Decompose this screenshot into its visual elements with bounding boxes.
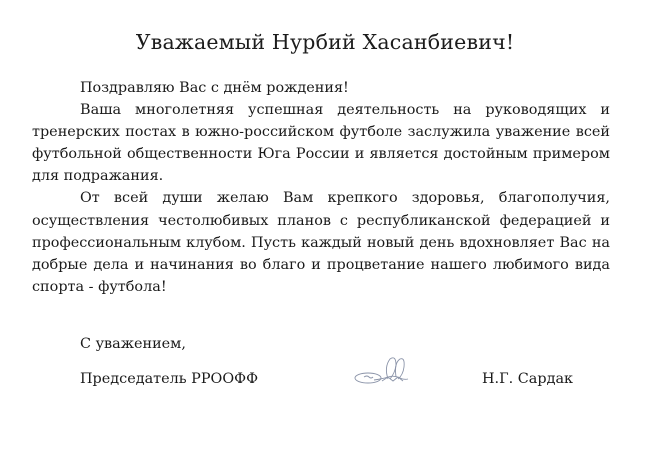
signer-position: Председатель РРООФФ [80, 371, 259, 387]
signature-icon [352, 353, 414, 389]
paragraph-congratulation: Поздравляю Вас с днём рождения! [80, 80, 349, 96]
paragraph-wishes: От всей души желаю Вам крепкого здоровья, благополучия, осуществления честолюбивых планов с республиканской федерацией и профессиональным клубом. Пусть каждый новый день вдохновляет Вас на добрые дела и начинания во благо и процветание нашего любимого вида спорта - футбола! [32, 190, 610, 295]
letter-greeting: Уважаемый Нурбий Хасанбиевич! [135, 30, 515, 54]
letter-closing: С уважением, [80, 336, 186, 352]
paragraph-achievements: Ваша многолетняя успешная деятельность на руководящих и тренерских постах в южно-российском футболе заслужила уважение всей футбольной общественности Юга России и является достойным примером для подражания. [32, 102, 610, 185]
signer-name: Н.Г. Сардак [482, 371, 574, 387]
signature-block [80, 371, 580, 395]
letter-body [32, 77, 610, 298]
